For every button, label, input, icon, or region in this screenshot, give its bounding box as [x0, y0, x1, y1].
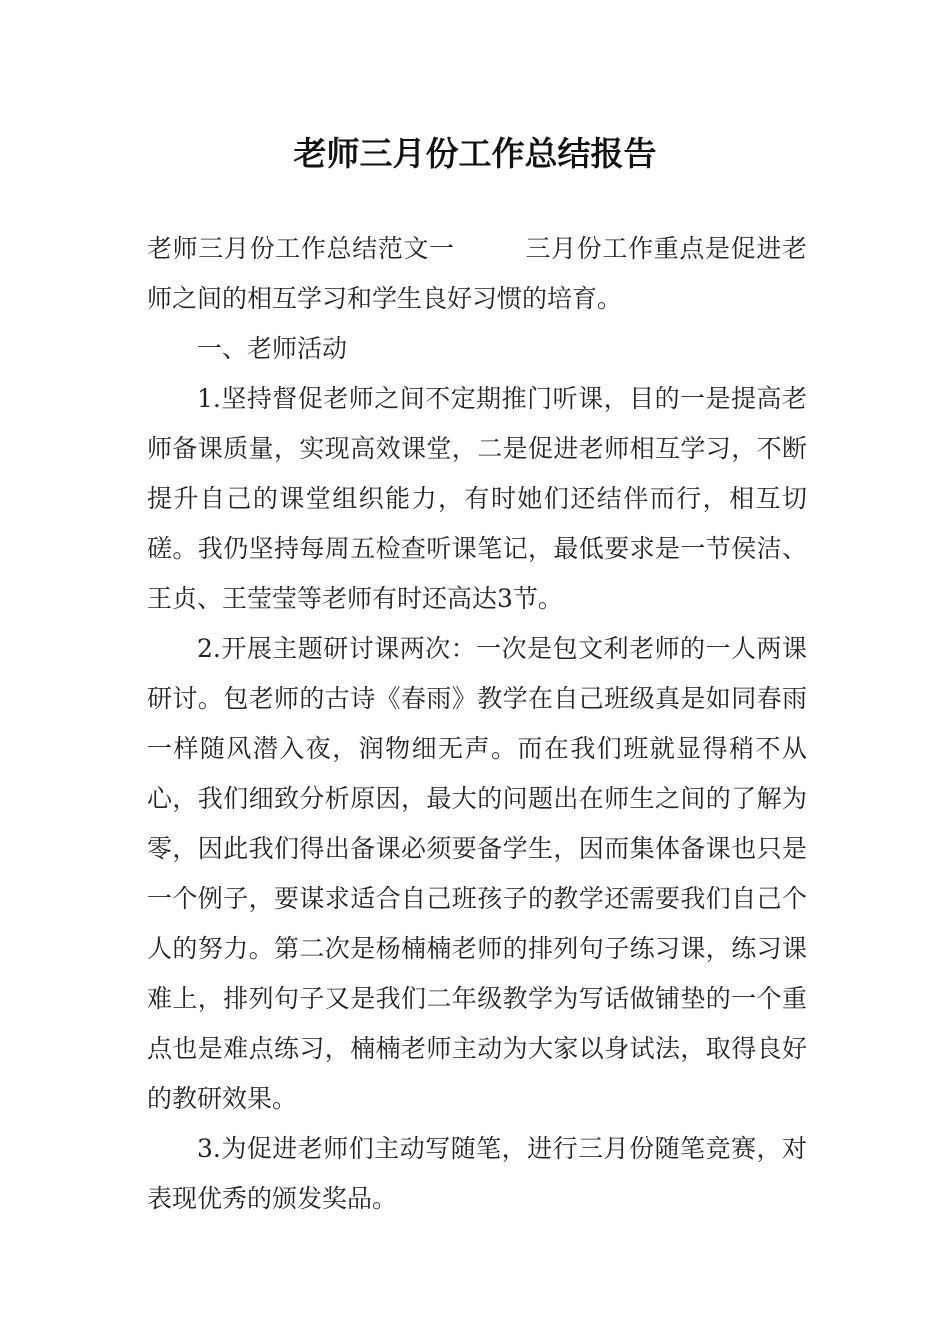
- page-title: 老师三月份工作总结报告: [293, 134, 657, 173]
- document-body: [147, 224, 807, 1224]
- paragraph-2: 2.开展主题研讨课两次：一次是包文利老师的一人两课研讨。包老师的古诗《春雨》教学在自己班级真是如同春雨一样随风潜入夜，润物细无声。而在我们班就显得稍不从心，我们细致分析原因，最大的问题出在师生之间的了解为零，因此我们得出备课必须要备学生，因而集体备课也只是一个例子，要谋求适合自己班孩子的教学还需要我们自己个人的努力。第二次是杨楠楠老师的排列句子练习课，练习课难上，排列句子又是我们二年级教学为写话做铺垫的一个重点也是难点练习，楠楠老师主动为大家以身试法，取得良好的教研效果。: [147, 634, 807, 1113]
- intro-paragraph: [147, 224, 807, 324]
- intro-text: 三月份工作重点是促进老师之间的相互学习和学生良好习惯的培育。: [147, 234, 807, 313]
- section-heading: 一、老师活动: [197, 334, 348, 363]
- paragraph-3: 3.为促进老师们主动写随笔，进行三月份随笔竞赛，对表现优秀的颁发奖品。: [147, 1134, 807, 1213]
- intro-label: 老师三月份工作总结范文一: [147, 234, 455, 263]
- paragraph-1: 1.坚持督促老师之间不定期推门听课，目的一是提高老师备课质量，实现高效课堂，二是促进老师相互学习，不断提升自己的课堂组织能力，有时她们还结伴而行，相互切磋。我仍坚持每周五检查听课笔记，最低要求是一节侯洁、王贞、王莹莹等老师有时还高达3节。: [147, 384, 807, 613]
